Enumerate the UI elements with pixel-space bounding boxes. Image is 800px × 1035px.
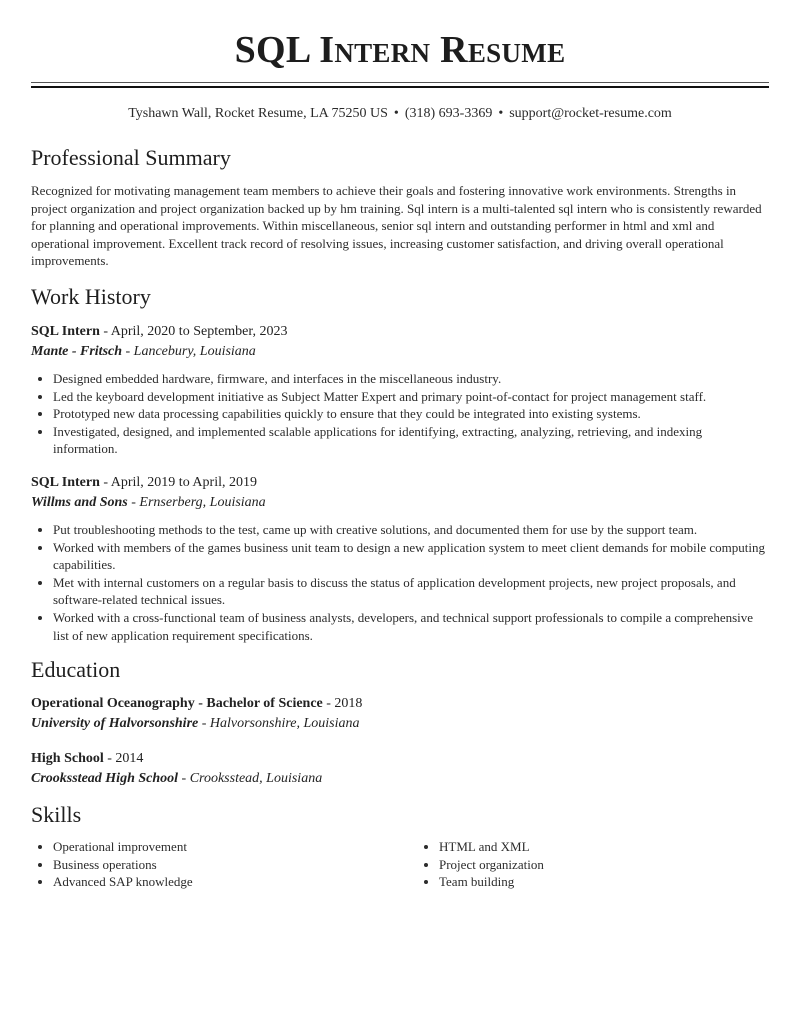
education-entry — [31, 694, 769, 733]
job-title: SQL Intern — [31, 474, 100, 490]
contact-email: support@rocket-resume.com — [509, 106, 672, 121]
school-location: - Crooksstead, Louisiana — [178, 771, 323, 787]
graduation-year: - 2018 — [322, 696, 363, 712]
list-item: • Worked with members of the games business unit team to design a new application system to meet client demands for mobile computing capabilities. — [53, 539, 769, 574]
section-heading-summary: Professional Summary — [31, 145, 231, 170]
job-company: Mante - Fritsch — [31, 343, 123, 359]
skills-column-right — [417, 838, 769, 891]
list-item: • Prototyped new data processing capabilities quickly to ensure that they could be integrated into existing systems. — [53, 405, 769, 423]
contact-phone: (318) 693-3369 — [404, 106, 493, 121]
section-heading-education: Education — [31, 657, 121, 683]
job-company: Willms and Sons — [31, 494, 128, 510]
contact-address: Tyshawn Wall, Rocket Resume, LA 75250 US — [128, 106, 388, 121]
list-item: • Led the keyboard development initiative as Subject Matter Expert and primary point-of-contact for project management staff. — [53, 388, 769, 406]
job-title-line — [31, 322, 769, 341]
section-heading-skills: Skills — [31, 802, 82, 828]
list-item: • Put troubleshooting methods to the test, came up with creative solutions, and documented them for use by the support team. — [53, 521, 769, 539]
list-item: • Met with internal customers on a regular basis to discuss the status of application development projects, new project proposals, and software-related technical issues. — [53, 574, 769, 609]
list-item: • Worked with a cross-functional team of business analysts, developers, and technical support professionals to compile a comprehensive list of new application requirement specifications. — [53, 609, 769, 644]
job-bullets — [31, 370, 769, 458]
degree-line — [31, 694, 769, 713]
skill-item: • Business operations — [53, 856, 417, 874]
school-name: Crooksstead High School — [31, 771, 179, 787]
job-title: SQL Intern — [31, 323, 100, 339]
degree-line — [31, 749, 769, 768]
divider-thin-line — [31, 82, 769, 83]
graduation-year: - 2014 — [103, 751, 144, 767]
skill-item: • Team building — [439, 873, 769, 891]
job-company-line — [31, 493, 769, 512]
section-heading-work-history: Work History — [31, 283, 151, 309]
education-entry — [31, 749, 769, 788]
bullet-separator: • — [498, 106, 504, 121]
skills-grid — [31, 838, 769, 891]
job-dates: - April, 2020 to September, 2023 — [99, 323, 288, 339]
job-bullets — [31, 521, 769, 644]
job-entry — [31, 473, 769, 644]
skill-item: • Operational improvement — [53, 838, 417, 856]
job-entry — [31, 322, 769, 458]
skill-item: • Project organization — [439, 856, 769, 874]
school-name: University of Halvorsonshire — [31, 716, 199, 732]
job-location: - Ernserberg, Louisiana — [127, 494, 266, 510]
job-dates: - April, 2019 to April, 2019 — [99, 474, 257, 490]
school-location: - Halvorsonshire, Louisiana — [198, 716, 360, 732]
contact-line — [31, 105, 769, 123]
summary-text: Recognized for motivating management team members to achieve their goals and fostering innovative work environments. Strengths in project organization and project organization backed up by hm training. Sql intern is a multi-talented sql intern who is consistently rewarded for planning and operational improvements. Within miscellaneous, senior sql intern and outstanding performer in html and xml and operational improvement. Excellent track record of resolving issues, increasing customer satisfaction, and driving overall operational improvements. — [31, 183, 762, 269]
bullet-separator: • — [393, 106, 399, 121]
list-item: • Investigated, designed, and implemented scalable applications for identifying, extracting, analyzing, retrieving, and indexing information. — [53, 423, 769, 458]
header-divider — [31, 82, 769, 88]
divider-thick-line — [31, 86, 769, 88]
degree: Operational Oceanography - Bachelor of Science — [31, 696, 323, 712]
skills-column-left — [31, 838, 417, 891]
degree: High School — [31, 751, 104, 767]
school-line — [31, 714, 769, 733]
job-title-line — [31, 473, 769, 492]
job-company-line — [31, 342, 769, 361]
skill-item: • HTML and XML — [439, 838, 769, 856]
job-location: - Lancebury, Louisiana — [122, 343, 256, 359]
school-line — [31, 769, 769, 788]
page-title: SQL Intern Resume — [234, 29, 566, 71]
skill-item: • Advanced SAP knowledge — [53, 873, 417, 891]
list-item: • Designed embedded hardware, firmware, and interfaces in the miscellaneous industry. — [53, 370, 769, 388]
